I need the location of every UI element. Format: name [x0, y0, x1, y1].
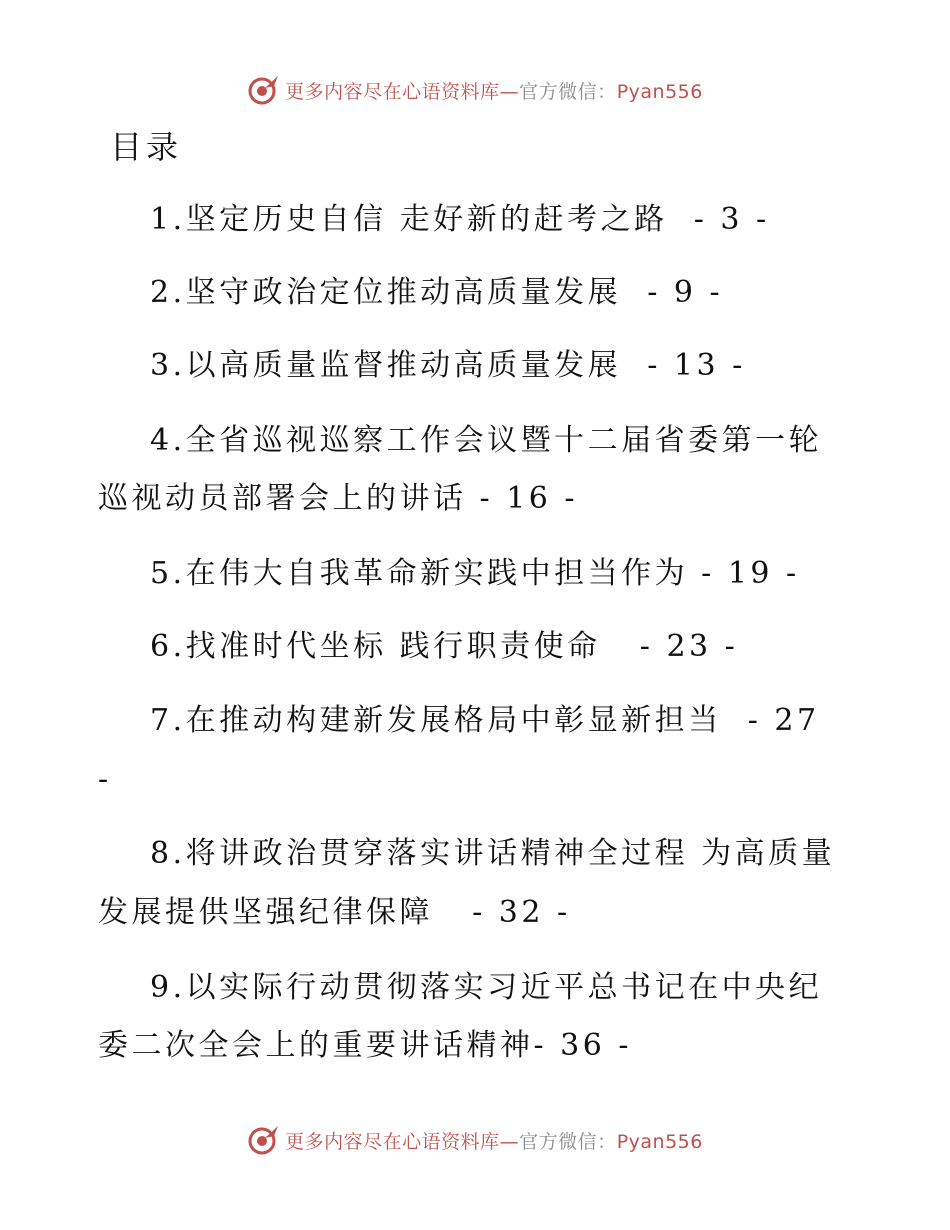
toc-title: 目录 — [110, 128, 183, 166]
toc-entry-7-cont[interactable]: - — [98, 762, 112, 797]
quill-logo-icon — [247, 1123, 281, 1157]
toc-entry-8[interactable]: 8.将讲政治贯穿落实讲话精神全过程 为高质量 — [150, 836, 836, 871]
banner-wechat-id: Pyan556 — [616, 1130, 703, 1153]
banner-main-text: 更多内容尽在心语资料库— — [285, 1130, 520, 1153]
footer-banner — [0, 1118, 950, 1162]
banner-text — [285, 1127, 703, 1154]
banner-wechat-id: Pyan556 — [616, 80, 703, 103]
toc-entry-1[interactable]: 1.坚定历史自信 走好新的赶考之路 - 3 - — [150, 202, 770, 237]
banner-main-text: 更多内容尽在心语资料库— — [285, 80, 520, 103]
toc-entry-8-cont[interactable]: 发展提供坚强纪律保障 - 32 - — [98, 895, 571, 930]
banner-wechat-label: 官方微信： — [519, 80, 617, 103]
banner-text — [285, 77, 703, 104]
toc-entry-5[interactable]: 5.在伟大自我革命新实践中担当作为 - 19 - — [150, 556, 800, 591]
toc-entry-6[interactable]: 6.找准时代坐标 践行职责使命 - 23 - — [150, 629, 739, 664]
header-banner — [0, 68, 950, 112]
toc-entry-3[interactable]: 3.以高质量监督推动高质量发展 - 13 - — [150, 348, 746, 383]
toc-entry-4[interactable]: 4.全省巡视巡察工作会议暨十二届省委第一轮 — [150, 423, 823, 458]
toc-entry-2[interactable]: 2.坚守政治定位推动高质量发展 - 9 - — [150, 275, 724, 310]
toc-entry-9-cont[interactable]: 委二次全会上的重要讲话精神- 36 - — [98, 1028, 633, 1063]
banner-wechat-label: 官方微信： — [519, 1130, 617, 1153]
toc-entry-4-cont[interactable]: 巡视动员部署会上的讲话 - 16 - — [98, 481, 579, 516]
toc-entry-7[interactable]: 7.在推动构建新发展格局中彰显新担当 - 27 — [150, 703, 820, 738]
toc-entry-9[interactable]: 9.以实际行动贯彻落实习近平总书记在中央纪 — [150, 970, 823, 1005]
quill-logo-icon — [247, 73, 281, 107]
